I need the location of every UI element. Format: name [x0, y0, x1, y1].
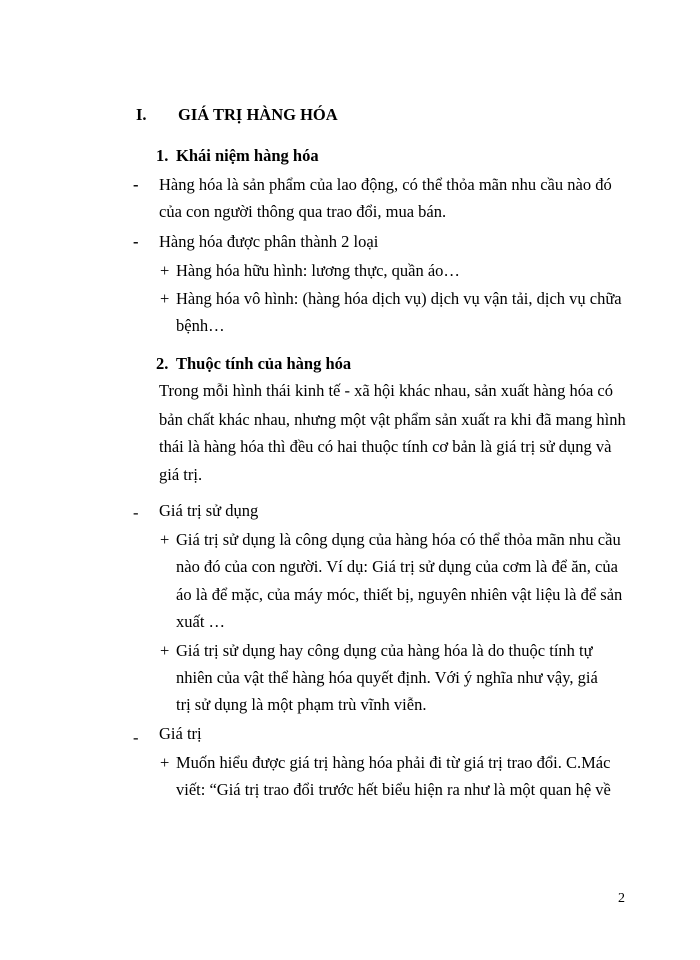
para-line4: giá trị. [159, 465, 203, 484]
sub-a-text: Hàng hóa hữu hình: lương thực, quần áo… [176, 261, 460, 280]
para-line2: bản chất khác nhau, nhưng một vật phẩm sản xuất ra khi đã mang hình [159, 410, 626, 429]
dash-bullet: - [133, 232, 139, 251]
subheading-2-title: Thuộc tính của hàng hóa [176, 354, 352, 373]
plus-bullet: + [160, 289, 170, 308]
subheading-2-number: 2. [156, 354, 169, 373]
page-number: 2 [618, 891, 625, 906]
use-value-p1-line4: xuất … [176, 612, 226, 631]
use-value-p2-line1: Giá trị sử dụng hay công dụng của hàng hóa là do thuộc tính tự [176, 641, 593, 660]
para-line1: Trong mỗi hình thái kinh tế - xã hội khác nhau, sản xuất hàng hóa có [159, 381, 613, 400]
subheading-1-title: Khái niệm hàng hóa [176, 146, 319, 165]
dash-bullet: - [133, 503, 139, 522]
use-value-p2-line3: trị sử dụng là một phạm trù vĩnh viễn. [176, 695, 427, 714]
item2-line1: Hàng hóa được phân thành 2 loại [159, 232, 379, 251]
plus-bullet: + [160, 753, 170, 772]
section-number: I. [136, 105, 147, 124]
sub-b-line2: bệnh… [176, 316, 225, 335]
value-heading: Giá trị [159, 724, 202, 743]
item1-line1: Hàng hóa là sản phẩm của lao động, có thể thỏa mãn nhu cầu nào đó [159, 175, 612, 194]
item1-line2: của con người thông qua trao đổi, mua bán. [159, 202, 447, 221]
plus-bullet: + [160, 530, 170, 549]
use-value-heading: Giá trị sử dụng [159, 501, 259, 520]
para-line3: thái là hàng hóa thì đều có hai thuộc tính cơ bản là giá trị sử dụng và [159, 437, 612, 456]
dash-bullet: - [133, 175, 139, 194]
value-p1-line1: Muốn hiểu được giá trị hàng hóa phải đi từ giá trị trao đổi. C.Mác [176, 753, 611, 772]
sub-b-line1: Hàng hóa vô hình: (hàng hóa dịch vụ) dịch vụ vận tải, dịch vụ chữa [176, 289, 622, 308]
subheading-1-number: 1. [156, 146, 169, 165]
plus-bullet: + [160, 261, 170, 280]
use-value-p2-line2: nhiên của vật thể hàng hóa quyết định. Với ý nghĩa như vậy, giá [176, 668, 598, 687]
dash-bullet: - [133, 728, 139, 747]
plus-bullet: + [160, 641, 170, 660]
use-value-p1-line3: áo là để mặc, của máy móc, thiết bị, nguyên nhiên vật liệu là để sản [176, 585, 623, 604]
use-value-p1-line2: nào đó của con người. Ví dụ: Giá trị sử dụng của cơm là để ăn, của [176, 557, 618, 576]
value-p1-line2: viết: “Giá trị trao đổi trước hết biểu hiện ra như là một quan hệ về [176, 780, 611, 799]
section-title: GIÁ TRỊ HÀNG HÓA [178, 105, 338, 124]
use-value-p1-line1: Giá trị sử dụng là công dụng của hàng hóa có thể thỏa mãn nhu cầu [176, 530, 621, 549]
